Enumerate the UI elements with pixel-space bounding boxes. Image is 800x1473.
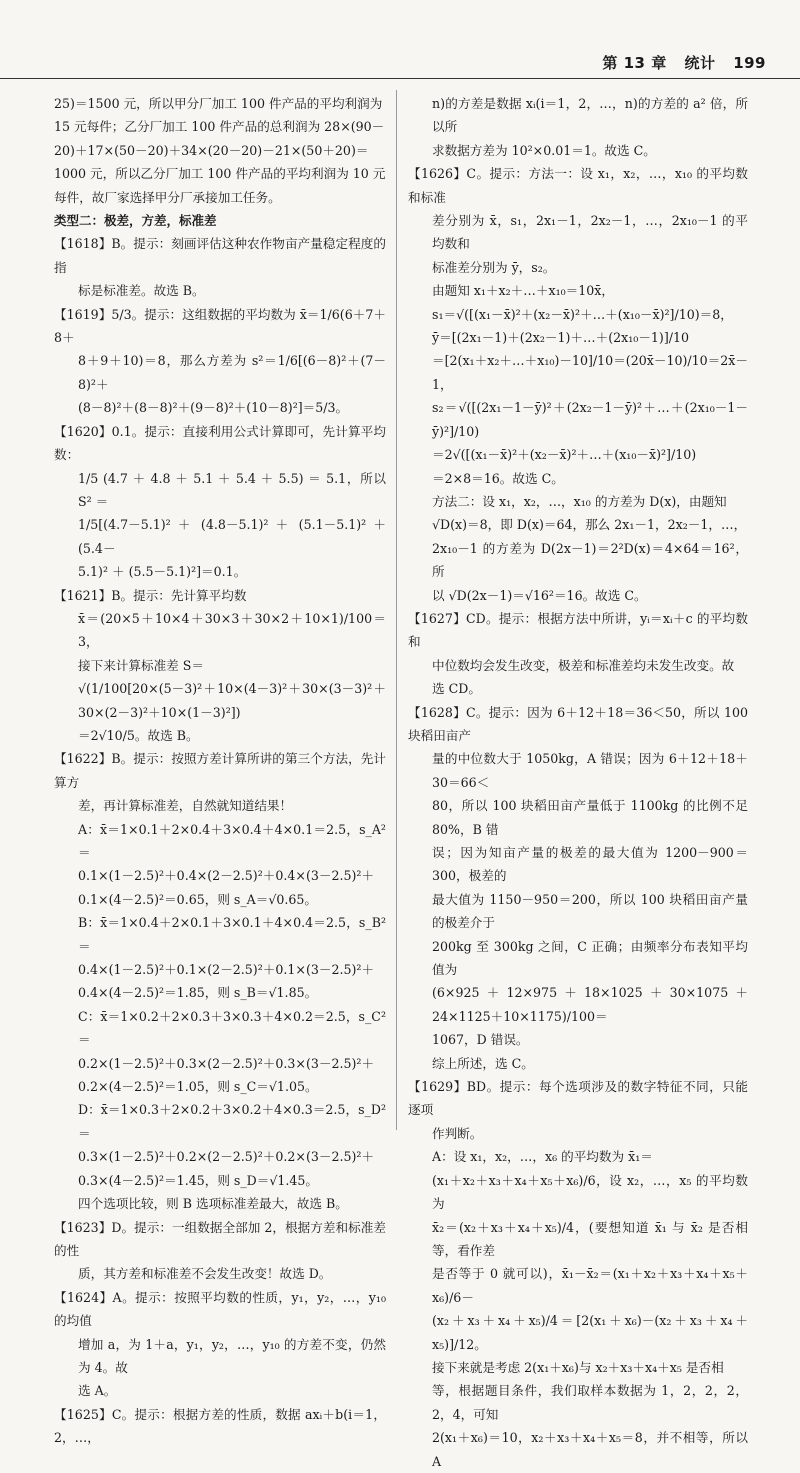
text-line: 每件，故厂家选择甲分厂承接加工任务。 — [54, 189, 281, 205]
text-line: ＝2√10/5。故选 B。 — [78, 727, 199, 743]
text-line: 由题知 x₁＋x₂＋…＋x₁₀＝10x̄， — [432, 283, 614, 299]
text-line: 接下来计算标准差 S＝ — [78, 657, 204, 673]
text-line: 1/5 (4.7 ＋ 4.8 ＋ 5.1 ＋ 5.4 ＋ 5.5) ＝ 5.1，所以 S² ＝ — [78, 470, 386, 509]
text-line: 【1623】D。提示：一组数据全部加 2，根据方差和标准差的性 — [54, 1219, 386, 1258]
text-line: 【1619】5/3。提示：这组数据的平均数为 x̄＝1/6(6＋7＋8＋ — [54, 306, 386, 346]
text-line: (x₁＋x₂＋x₃＋x₄＋x₅＋x₆)/6，设 x₂，…，x₅ 的平均数为 — [432, 1172, 748, 1212]
text-line: 误；因为知亩产量的极差的最大值为 1200－900＝300，极差的 — [432, 845, 748, 884]
right-column — [408, 92, 748, 1473]
text-line: 是否等于 0 就可以)，x̄₁－x̄₂＝(x₁＋x₂＋x₃＋x₄＋x₅＋x₆)/6－ — [432, 1266, 748, 1305]
text-line: 中位数均会发生改变，极差和标准差均未发生改变。故 — [432, 657, 735, 673]
text-line: s₁＝√([(x₁－x̄)²＋(x₂－x̄)²＋…＋(x₁₀－x̄)²]/10)＝8， — [432, 306, 733, 322]
text-line: 标准差分别为 ȳ，s₂。 — [432, 259, 556, 275]
column-divider — [396, 90, 397, 1130]
text-line: 【1625】C。提示：根据方差的性质，数据 axᵢ＋b(i＝1，2，…， — [54, 1406, 386, 1446]
topic-label: 统计 — [684, 54, 716, 72]
text-line: 方法二：设 x₁，x₂，…，x₁₀ 的方差为 D(x)，由题知 — [432, 493, 727, 509]
text-line: 15 元每件；乙分厂加工 100 件产品的总利润为 28×(90－ — [54, 119, 385, 135]
text-line: 【1629】BD。提示：每个选项涉及的数字特征不同，只能逐项 — [408, 1079, 748, 1118]
text-line: x̄＝(20×5＋10×4＋30×3＋30×2＋10×1)/100＝3， — [78, 610, 386, 650]
page-number: 199 — [733, 54, 766, 72]
text-line: 【1624】A。提示：按照平均数的性质，y₁，y₂，…，y₁₀ 的均值 — [54, 1289, 386, 1329]
text-line: 接下来就是考虑 2(x₁＋x₆)与 x₂＋x₃＋x₄＋x₅ 是否相 — [432, 1359, 724, 1375]
text-line: 2x₁₀－1 的方差为 D(2x－1)＝2²D(x)＝4×64＝16²，所 — [432, 540, 748, 580]
chapter-label: 第 13 章 — [602, 54, 667, 72]
text-line: 【1627】CD。提示：根据方法中所讲，yᵢ＝xᵢ＋c 的平均数和 — [408, 610, 748, 650]
text-line: A：x̄＝1×0.1＋2×0.4＋3×0.4＋4×0.1＝2.5，s_A²＝ — [78, 821, 386, 860]
text-line: 1/5[(4.7－5.1)² ＋ (4.8－5.1)² ＋ (5.1－5.1)² ＋ (5.4－ — [78, 517, 386, 556]
text-line: 等，根据题目条件，我们取样本数据为 1，2，2，2，2，4，可知 — [432, 1383, 748, 1422]
text-line: 1067，D 错误。 — [432, 1032, 529, 1048]
text-line: 标是标准差。故选 B。 — [78, 283, 205, 299]
section-heading: 类型二：极差，方差，标准差 — [54, 213, 217, 229]
text-line: 【1620】0.1。提示：直接利用公式计算即可，先计算平均数： — [54, 423, 386, 463]
text-line: 0.4×(1－2.5)²＋0.1×(2－2.5)²＋0.1×(3－2.5)²＋ — [78, 962, 375, 978]
text-line: 20)＋17×(50－20)＋34×(20－20)－21×(50＋20)＝ — [54, 142, 369, 158]
text-line: D：x̄＝1×0.3＋2×0.2＋3×0.2＋4×0.3＝2.5，s_D²＝ — [78, 1102, 386, 1141]
text-line: 差，再计算标准差，自然就知道结果！ — [78, 798, 293, 814]
text-line: 0.4×(4－2.5)²＝1.85，则 s_B＝√1.85。 — [78, 985, 318, 1001]
text-line: 差分别为 x̄，s₁，2x₁－1，2x₂－1，…，2x₁₀－1 的平均数和 — [432, 213, 748, 252]
text-line: 1000 元，所以乙分厂加工 100 件产品的平均利润为 10 元 — [54, 166, 386, 182]
text-line: 【1618】B。提示：刻画评估这种农作物亩产量稳定程度的指 — [54, 236, 386, 275]
text-line: 0.1×(1－2.5)²＋0.4×(2－2.5)²＋0.4×(3－2.5)²＋ — [78, 868, 375, 884]
text-line: 最大值为 1150－950＝200，所以 100 块稻田亩产量的极差介于 — [432, 891, 748, 931]
text-line: 0.3×(1－2.5)²＋0.2×(2－2.5)²＋0.2×(3－2.5)²＋ — [78, 1149, 375, 1165]
text-line: C：x̄＝1×0.2＋2×0.3＋3×0.3＋4×0.2＝2.5，s_C²＝ — [78, 1008, 386, 1048]
text-line: (x₂＋x₃＋x₄＋x₅)/4＝[2(x₁＋x₆)－(x₂＋x₃＋x₄＋x₅)]/12。 — [432, 1313, 748, 1352]
text-line: 2(x₁＋x₆)＝10，x₂＋x₃＋x₄＋x₅＝8，并不相等，所以 A — [432, 1430, 748, 1469]
text-line: 四个选项比较，则 B 选项标准差最大，故选 B。 — [78, 1196, 348, 1212]
text-line: 以 √D(2x－1)＝√16²＝16。故选 C。 — [432, 587, 647, 603]
text-line: 0.2×(1－2.5)²＋0.3×(2－2.5)²＋0.3×(3－2.5)²＋ — [78, 1055, 375, 1071]
text-line: 量的中位数大于 1050kg，A 错误；因为 6＋12＋18＋30＝66＜ — [432, 751, 748, 790]
text-line: ＝[2(x₁＋x₂＋…＋x₁₀)－10]/10＝(20x̄－10)/10＝2x̄－1， — [432, 353, 748, 392]
text-line: 作判断。 — [432, 1125, 483, 1141]
text-line: 求数据方差为 10²×0.01＝1。故选 C。 — [432, 142, 656, 158]
text-line: 0.3×(4－2.5)²＝1.45，则 s_D＝√1.45。 — [78, 1172, 319, 1188]
text-line: 5.1)² ＋ (5.5－5.1)²]＝0.1。 — [78, 564, 247, 580]
text-line: ＝2√([(x₁－x̄)²＋(x₂－x̄)²＋…＋(x₁₀－x̄)²]/10) — [432, 447, 697, 463]
text-line: 200kg 至 300kg 之间，C 正确；由频率分布表知平均值为 — [432, 938, 748, 978]
text-line: B：x̄＝1×0.4＋2×0.1＋3×0.1＋4×0.4＝2.5，s_B²＝ — [78, 915, 386, 954]
header-title — [590, 52, 766, 73]
text-line: 【1628】C。提示：因为 6＋12＋18＝36＜50，所以 100 块稻田亩产 — [408, 704, 748, 743]
text-line: 0.1×(4－2.5)²＝0.65，则 s_A＝√0.65。 — [78, 891, 318, 907]
text-line: 选 A。 — [78, 1383, 117, 1399]
left-column — [54, 92, 386, 1450]
text-line: 【1622】B。提示：按照方差计算所讲的第三个方法，先计算方 — [54, 751, 386, 790]
page-header — [0, 0, 800, 79]
text-line: √(1/100[20×(5－3)²＋10×(4－3)²＋30×(3－3)²＋30×(2－3)²＋10×(1－3)²]) — [78, 681, 386, 720]
text-line: (8－8)²＋(8－8)²＋(9－8)²＋(10－8)²]＝5/3。 — [78, 400, 349, 416]
text-line: √D(x)＝8，即 D(x)＝64，那么 2x₁－1，2x₂－1，…， — [432, 517, 747, 533]
text-line: 选 CD。 — [432, 681, 481, 697]
text-line: 8＋9＋10)＝8，那么方差为 s²＝1/6[(6－8)²＋(7－8)²＋ — [78, 353, 386, 392]
text-line: s₂＝√([(2x₁－1－ȳ)²＋(2x₂－1－ȳ)²＋…＋(2x₁₀－1－ȳ)²]/10) — [432, 400, 748, 439]
text-line: (6×925＋12×975＋18×1025＋30×1075＋24×1125＋10×1175)/100＝ — [432, 985, 748, 1024]
text-line: x̄₂＝(x₂＋x₃＋x₄＋x₅)/4，(要想知道 x̄₁ 与 x̄₂ 是否相等，看作差 — [432, 1219, 748, 1258]
text-line: A：设 x₁，x₂，…，x₆ 的平均数为 x̄₁＝ — [432, 1149, 653, 1165]
text-line: 综上所述，选 C。 — [432, 1055, 534, 1071]
text-line: ＝2×8＝16。故选 C。 — [432, 470, 564, 486]
text-line: 增加 a，为 1＋a，y₁，y₂，…，y₁₀ 的方差不变，仍然为 4。故 — [78, 1336, 386, 1375]
text-line: 25)＝1500 元，所以甲分厂加工 100 件产品的平均利润为 — [54, 96, 383, 111]
text-line: 80，所以 100 块稻田亩产量低于 1100kg 的比例不足 80%，B 错 — [432, 798, 748, 837]
text-line: n)的方差是数据 xᵢ(i＝1，2，…，n)的方差的 a² 倍，所以所 — [432, 96, 748, 135]
text-line: 0.2×(4－2.5)²＝1.05，则 s_C＝√1.05。 — [78, 1079, 318, 1095]
text-line: 【1626】C。提示：方法一：设 x₁，x₂，…，x₁₀ 的平均数和标准 — [408, 166, 748, 205]
text-line: ȳ＝[(2x₁－1)＋(2x₂－1)＋…＋(2x₁₀－1)]/10 — [432, 330, 690, 346]
text-line: 质，其方差和标准差不会发生改变！故选 D。 — [78, 1266, 332, 1282]
text-line: 【1621】B。提示：先计算平均数 — [54, 587, 247, 603]
